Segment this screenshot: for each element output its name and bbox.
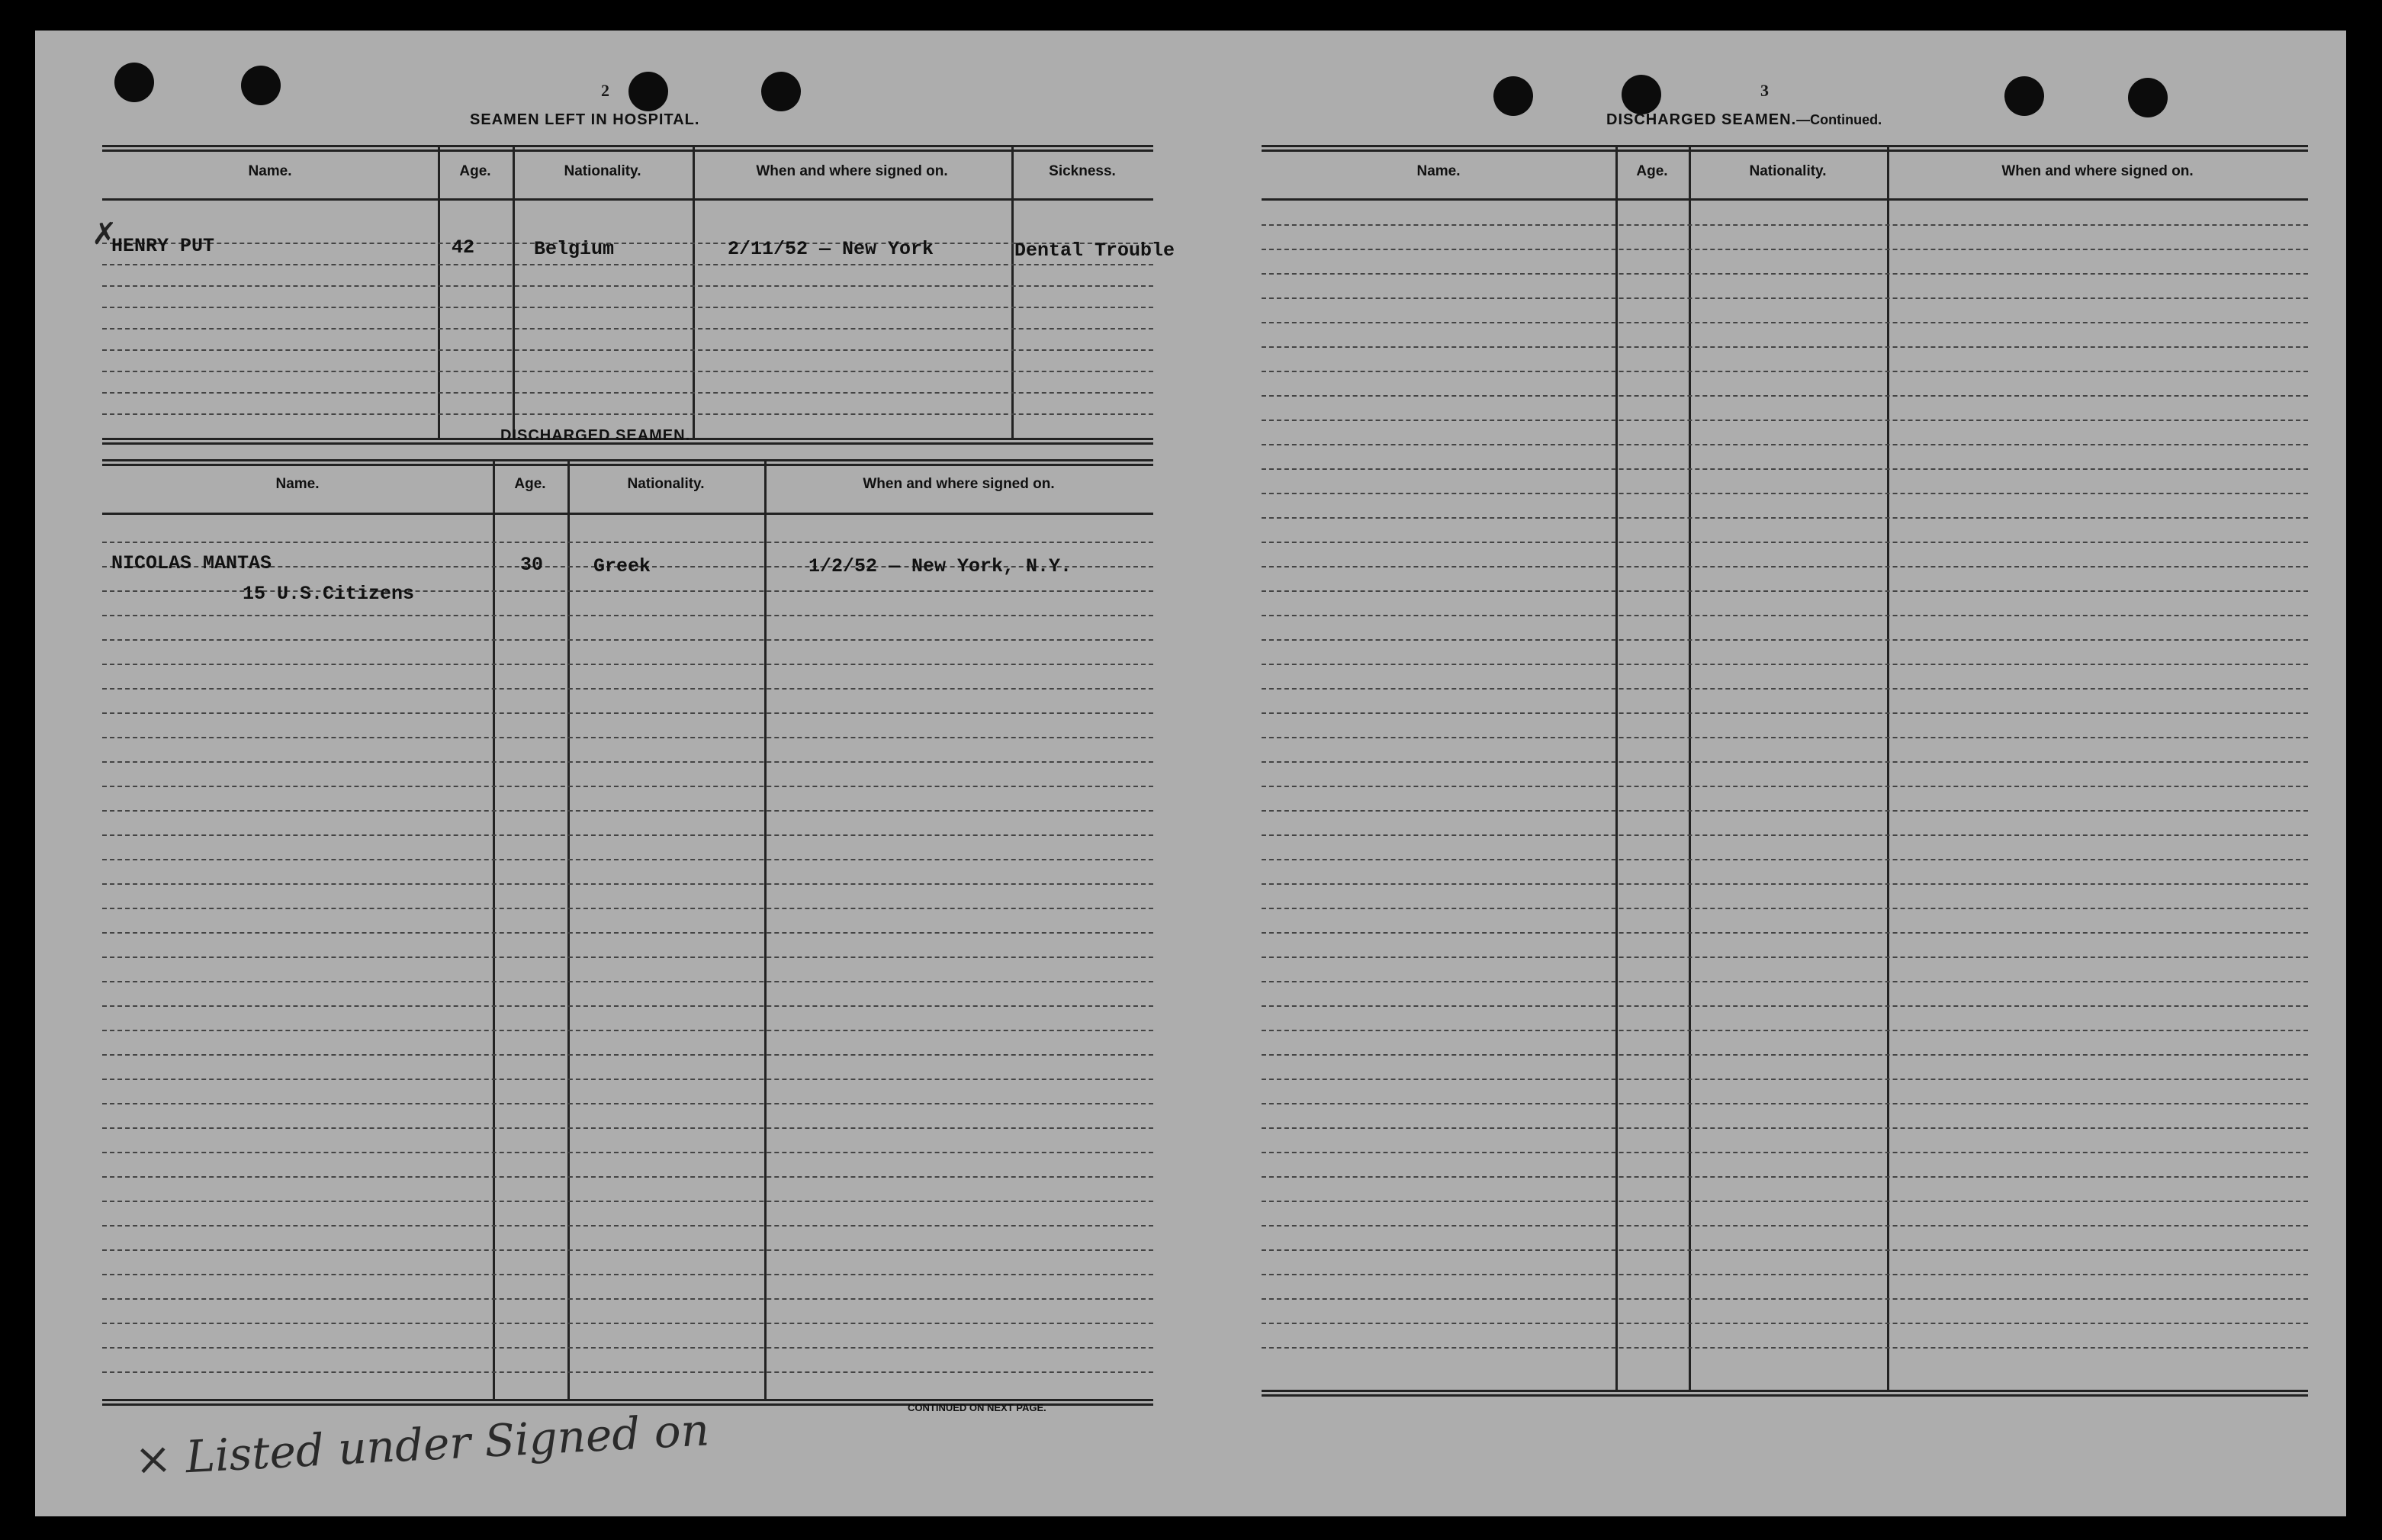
column-header: Nationality. xyxy=(564,163,641,179)
check-mark: ✗ xyxy=(92,217,117,252)
hospital-nationality: Belgium xyxy=(534,238,615,260)
hospital-table xyxy=(92,145,1175,442)
punch-hole xyxy=(628,72,668,111)
title-text: DISCHARGED SEAMEN. xyxy=(1606,111,1797,128)
discharged-nationality: Greek xyxy=(593,555,651,577)
hospital-age: 42 xyxy=(452,236,475,259)
discharged-table-right xyxy=(1262,145,2308,1396)
page-number-right: 3 xyxy=(1760,81,1769,100)
column-header: Nationality. xyxy=(1749,163,1827,179)
punch-hole xyxy=(2004,76,2044,116)
hospital-sickness: Dental Trouble xyxy=(1014,240,1175,262)
discharged-signed-on: 1/2/52 — New York, N.Y. xyxy=(808,555,1072,577)
column-header: Age. xyxy=(459,163,491,179)
document-sheet xyxy=(35,31,2346,1516)
hospital-name: HENRY PUT xyxy=(111,235,215,257)
column-header: When and where signed on. xyxy=(2001,163,2194,179)
hospital-signed-on: 2/11/52 — New York xyxy=(728,238,934,260)
handwritten-annotation: × Listed under Signed on xyxy=(133,1403,711,1486)
column-header: Nationality. xyxy=(627,476,705,492)
title-suffix: —Continued. xyxy=(1796,112,1882,127)
column-header: When and where signed on. xyxy=(863,476,1055,492)
punch-hole xyxy=(114,63,154,102)
punch-hole xyxy=(1622,75,1661,114)
punch-hole xyxy=(241,66,281,105)
column-header: Name. xyxy=(1416,163,1461,179)
column-header: Age. xyxy=(1636,163,1668,179)
page-number-left: 2 xyxy=(601,81,609,100)
discharged-table-left xyxy=(102,459,1153,1405)
punch-hole xyxy=(1493,76,1533,116)
column-header: When and where signed on. xyxy=(756,163,948,179)
discharged-section-title: DISCHARGED SEAMEN. xyxy=(500,427,691,444)
column-header: Sickness. xyxy=(1049,163,1116,179)
citizens-note: 15 U.S.Citizens xyxy=(243,583,415,605)
punch-hole xyxy=(2128,78,2168,117)
column-header: Name. xyxy=(248,163,292,179)
discharged-continued-title xyxy=(1606,111,1882,129)
continued-note: CONTINUED ON NEXT PAGE. xyxy=(908,1402,1046,1413)
punch-hole xyxy=(761,72,801,111)
column-header: Age. xyxy=(514,476,546,492)
column-header: Name. xyxy=(275,476,320,492)
discharged-age: 30 xyxy=(520,554,544,576)
hospital-section-title: SEAMEN LEFT IN HOSPITAL. xyxy=(470,111,700,128)
discharged-name: NICOLAS MANTAS xyxy=(111,552,272,574)
